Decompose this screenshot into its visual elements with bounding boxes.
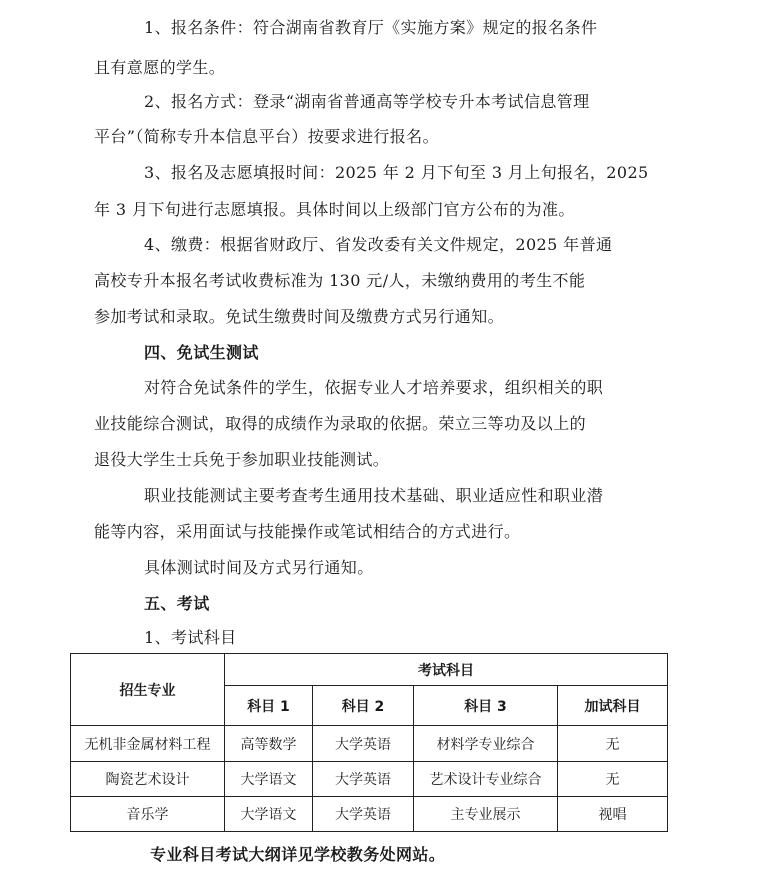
table-cell: 大学英语 (313, 762, 414, 797)
paragraph-line: 4、缴费：根据省财政厅、省发改委有关文件规定，2025 年普通 (144, 235, 613, 254)
paragraph-line: 高校专升本报名考试收费标准为 130 元/人，未缴纳费用的考生不能 (94, 271, 586, 290)
paragraph-line: 业技能综合测试，取得的成绩作为录取的依据。荣立三等功及以上的 (94, 414, 587, 433)
table-cell-major: 陶瓷艺术设计 (71, 762, 225, 797)
section-heading: 四、免试生测试 (144, 343, 259, 362)
paragraph-line: 参加考试和录取。免试生缴费时间及缴费方式另行通知。 (94, 307, 505, 326)
paragraph-line: 对符合免试条件的学生，依据专业人才培养要求，组织相关的职 (144, 378, 604, 397)
footer-note: 专业科目考试大纲详见学校教务处网站。 (150, 845, 446, 864)
table-header-major: 招生专业 (71, 654, 225, 726)
table-row (71, 762, 668, 797)
table-cell: 材料学专业综合 (414, 726, 558, 762)
paragraph-line: 年 3 月下旬进行志愿填报。具体时间以上级部门官方公布的为准。 (94, 200, 575, 219)
table-cell: 主专业展示 (414, 797, 558, 832)
table-cell: 大学英语 (313, 797, 414, 832)
paragraph-line: 3、报名及志愿填报时间：2025 年 2 月下旬至 3 月上旬报名，2025 (144, 163, 649, 182)
paragraph-line: 2、报名方式：登录“湖南省普通高等学校专升本考试信息管理 (144, 92, 590, 111)
paragraph-line: 职业技能测试主要考查考生通用技术基础、职业适应性和职业潜 (144, 486, 604, 505)
table-cell: 艺术设计专业综合 (414, 762, 558, 797)
subsection-heading: 1、考试科目 (144, 628, 237, 647)
table-header-subject-2: 科目 2 (313, 686, 414, 726)
table-header-subject-1: 科目 1 (225, 686, 313, 726)
table-cell: 视唱 (558, 797, 668, 832)
paragraph-line: 具体测试时间及方式另行通知。 (144, 558, 374, 577)
paragraph-line: 平台”（简称专升本信息平台）按要求进行报名。 (94, 127, 439, 146)
table-header-exam-subjects: 考试科目 (225, 654, 668, 686)
paragraph-line: 退役大学生士兵免于参加职业技能测试。 (94, 450, 390, 469)
table-row (71, 726, 668, 762)
table-header-subject-3: 科目 3 (414, 686, 558, 726)
table-cell: 大学语文 (225, 797, 313, 832)
paragraph-line: 1、报名条件：符合湖南省教育厅《实施方案》规定的报名条件 (144, 18, 598, 37)
paragraph-line: 能等内容，采用面试与技能操作或笔试相结合的方式进行。 (94, 522, 521, 541)
table-row (71, 797, 668, 832)
table-cell: 大学英语 (313, 726, 414, 762)
table-cell: 无 (558, 762, 668, 797)
section-heading: 五、考试 (144, 594, 210, 613)
table-cell-major: 音乐学 (71, 797, 225, 832)
table-cell-major: 无机非金属材料工程 (71, 726, 225, 762)
paragraph-line: 且有意愿的学生。 (94, 58, 226, 77)
table-cell: 高等数学 (225, 726, 313, 762)
table-cell: 无 (558, 726, 668, 762)
table-cell: 大学语文 (225, 762, 313, 797)
exam-subjects-table (70, 653, 668, 832)
table-header-extra-subject: 加试科目 (558, 686, 668, 726)
